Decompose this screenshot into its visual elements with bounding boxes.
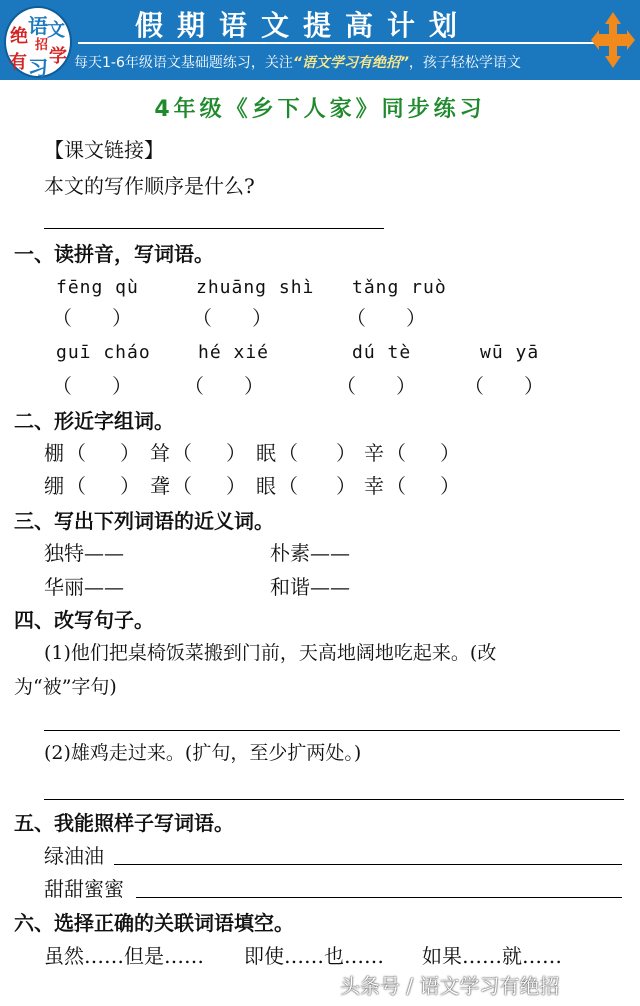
paren-open: （	[386, 441, 406, 465]
answer-blank: （ ）	[464, 374, 544, 398]
banner-subtitle-pre: 每天1-6年级语文基础题练习，关注	[74, 55, 293, 71]
logo-char: 学	[49, 46, 67, 67]
section-heading-2: 二、形近字组词。	[14, 409, 174, 433]
logo	[4, 6, 72, 78]
logo-char: 绝	[10, 26, 28, 47]
banner-title: 假期语文提高计划	[135, 9, 472, 42]
answer-line	[114, 864, 622, 865]
paren-open: （	[172, 474, 192, 498]
char-item: 耸	[150, 441, 170, 465]
banner-subtitle-post: ，孩子轻松学语文	[408, 55, 521, 71]
answer-blank: （ ）	[346, 306, 426, 330]
answer-line	[44, 799, 624, 800]
char-item: 眼	[256, 474, 276, 498]
paren-close: ）	[440, 474, 460, 498]
paren-close: ）	[120, 441, 140, 465]
paren-open: （	[386, 474, 406, 498]
pattern-word: 甜甜蜜蜜	[44, 877, 124, 901]
synonym-item: 华丽——	[44, 575, 124, 599]
lesson-link-heading: 【课文链接】	[44, 138, 164, 162]
section-heading-4: 四、改写句子。	[14, 608, 154, 632]
banner-subtitle-account: “语文学习有绝招”	[292, 55, 409, 71]
section-heading-3: 三、写出下列词语的近义词。	[14, 509, 274, 533]
paren-close: ）	[336, 474, 356, 498]
header-banner	[0, 0, 640, 80]
pinyin: dú tè	[352, 342, 412, 363]
rewrite-question-1: (1)他们把桌椅饭菜搬到门前，天高地阔地吃起来。(改	[44, 642, 497, 664]
answer-line	[44, 730, 620, 731]
answer-blank: （ ）	[336, 374, 416, 398]
answer-line	[136, 897, 622, 898]
synonym-item: 朴素——	[270, 541, 350, 565]
logo-char: 文	[47, 20, 65, 41]
watermark: 头条号 / 语文学习有绝招	[340, 974, 560, 998]
page-title: 4年级《乡下人家》同步练习	[154, 97, 486, 122]
section-heading-6: 六、选择正确的关联词语填空。	[14, 911, 294, 935]
char-item: 棚	[44, 441, 64, 465]
logo-char: 语	[28, 14, 48, 38]
paren-close: ）	[440, 441, 460, 465]
intro-question: 本文的写作顺序是什么?	[44, 174, 255, 198]
banner-subtitle	[74, 52, 521, 72]
paren-close: ）	[336, 441, 356, 465]
logo-char: 招	[35, 38, 49, 53]
pinyin: wū yā	[480, 342, 540, 363]
logo-char: 有	[9, 52, 27, 73]
banner-divider	[78, 42, 608, 44]
paren-open: （	[278, 474, 298, 498]
conjunction-option: 虽然……但是……	[44, 944, 204, 968]
conjunction-option: 即使……也……	[244, 944, 384, 968]
paren-open: （	[66, 474, 86, 498]
orange-arrows-icon	[590, 10, 636, 70]
paren-open: （	[172, 441, 192, 465]
char-item: 幸	[364, 474, 384, 498]
answer-blank: （ ）	[192, 306, 272, 330]
pinyin: tǎng ruò	[352, 277, 447, 298]
synonym-item: 独特——	[44, 541, 124, 565]
section-heading-1: 一、读拼音，写词语。	[14, 242, 214, 266]
char-item: 眠	[256, 441, 276, 465]
rewrite-question-2: (2)雄鸡走过来。(扩句，至少扩两处。)	[44, 742, 362, 764]
logo-char: 习	[28, 56, 48, 80]
char-item: 聋	[150, 474, 170, 498]
synonym-item: 和谐——	[270, 575, 350, 599]
paren-open: （	[66, 441, 86, 465]
char-item: 辛	[364, 441, 384, 465]
pinyin: zhuāng shì	[196, 277, 315, 298]
paren-close: ）	[120, 474, 140, 498]
pinyin: hé xié	[198, 342, 270, 363]
answer-line	[44, 228, 384, 229]
paren-open: （	[278, 441, 298, 465]
conjunction-option: 如果……就……	[422, 944, 562, 968]
rewrite-question-1-cont: 为“被”字句)	[14, 676, 117, 698]
answer-blank: （ ）	[52, 374, 132, 398]
pinyin: fēng qù	[56, 277, 139, 298]
char-item: 绷	[44, 474, 64, 498]
pattern-word: 绿油油	[44, 844, 104, 868]
answer-blank: （ ）	[184, 374, 264, 398]
paren-close: ）	[226, 441, 246, 465]
section-heading-5: 五、我能照样子写词语。	[14, 811, 234, 835]
answer-blank: （ ）	[52, 306, 132, 330]
paren-close: ）	[226, 474, 246, 498]
pinyin: guī cháo	[56, 342, 151, 363]
